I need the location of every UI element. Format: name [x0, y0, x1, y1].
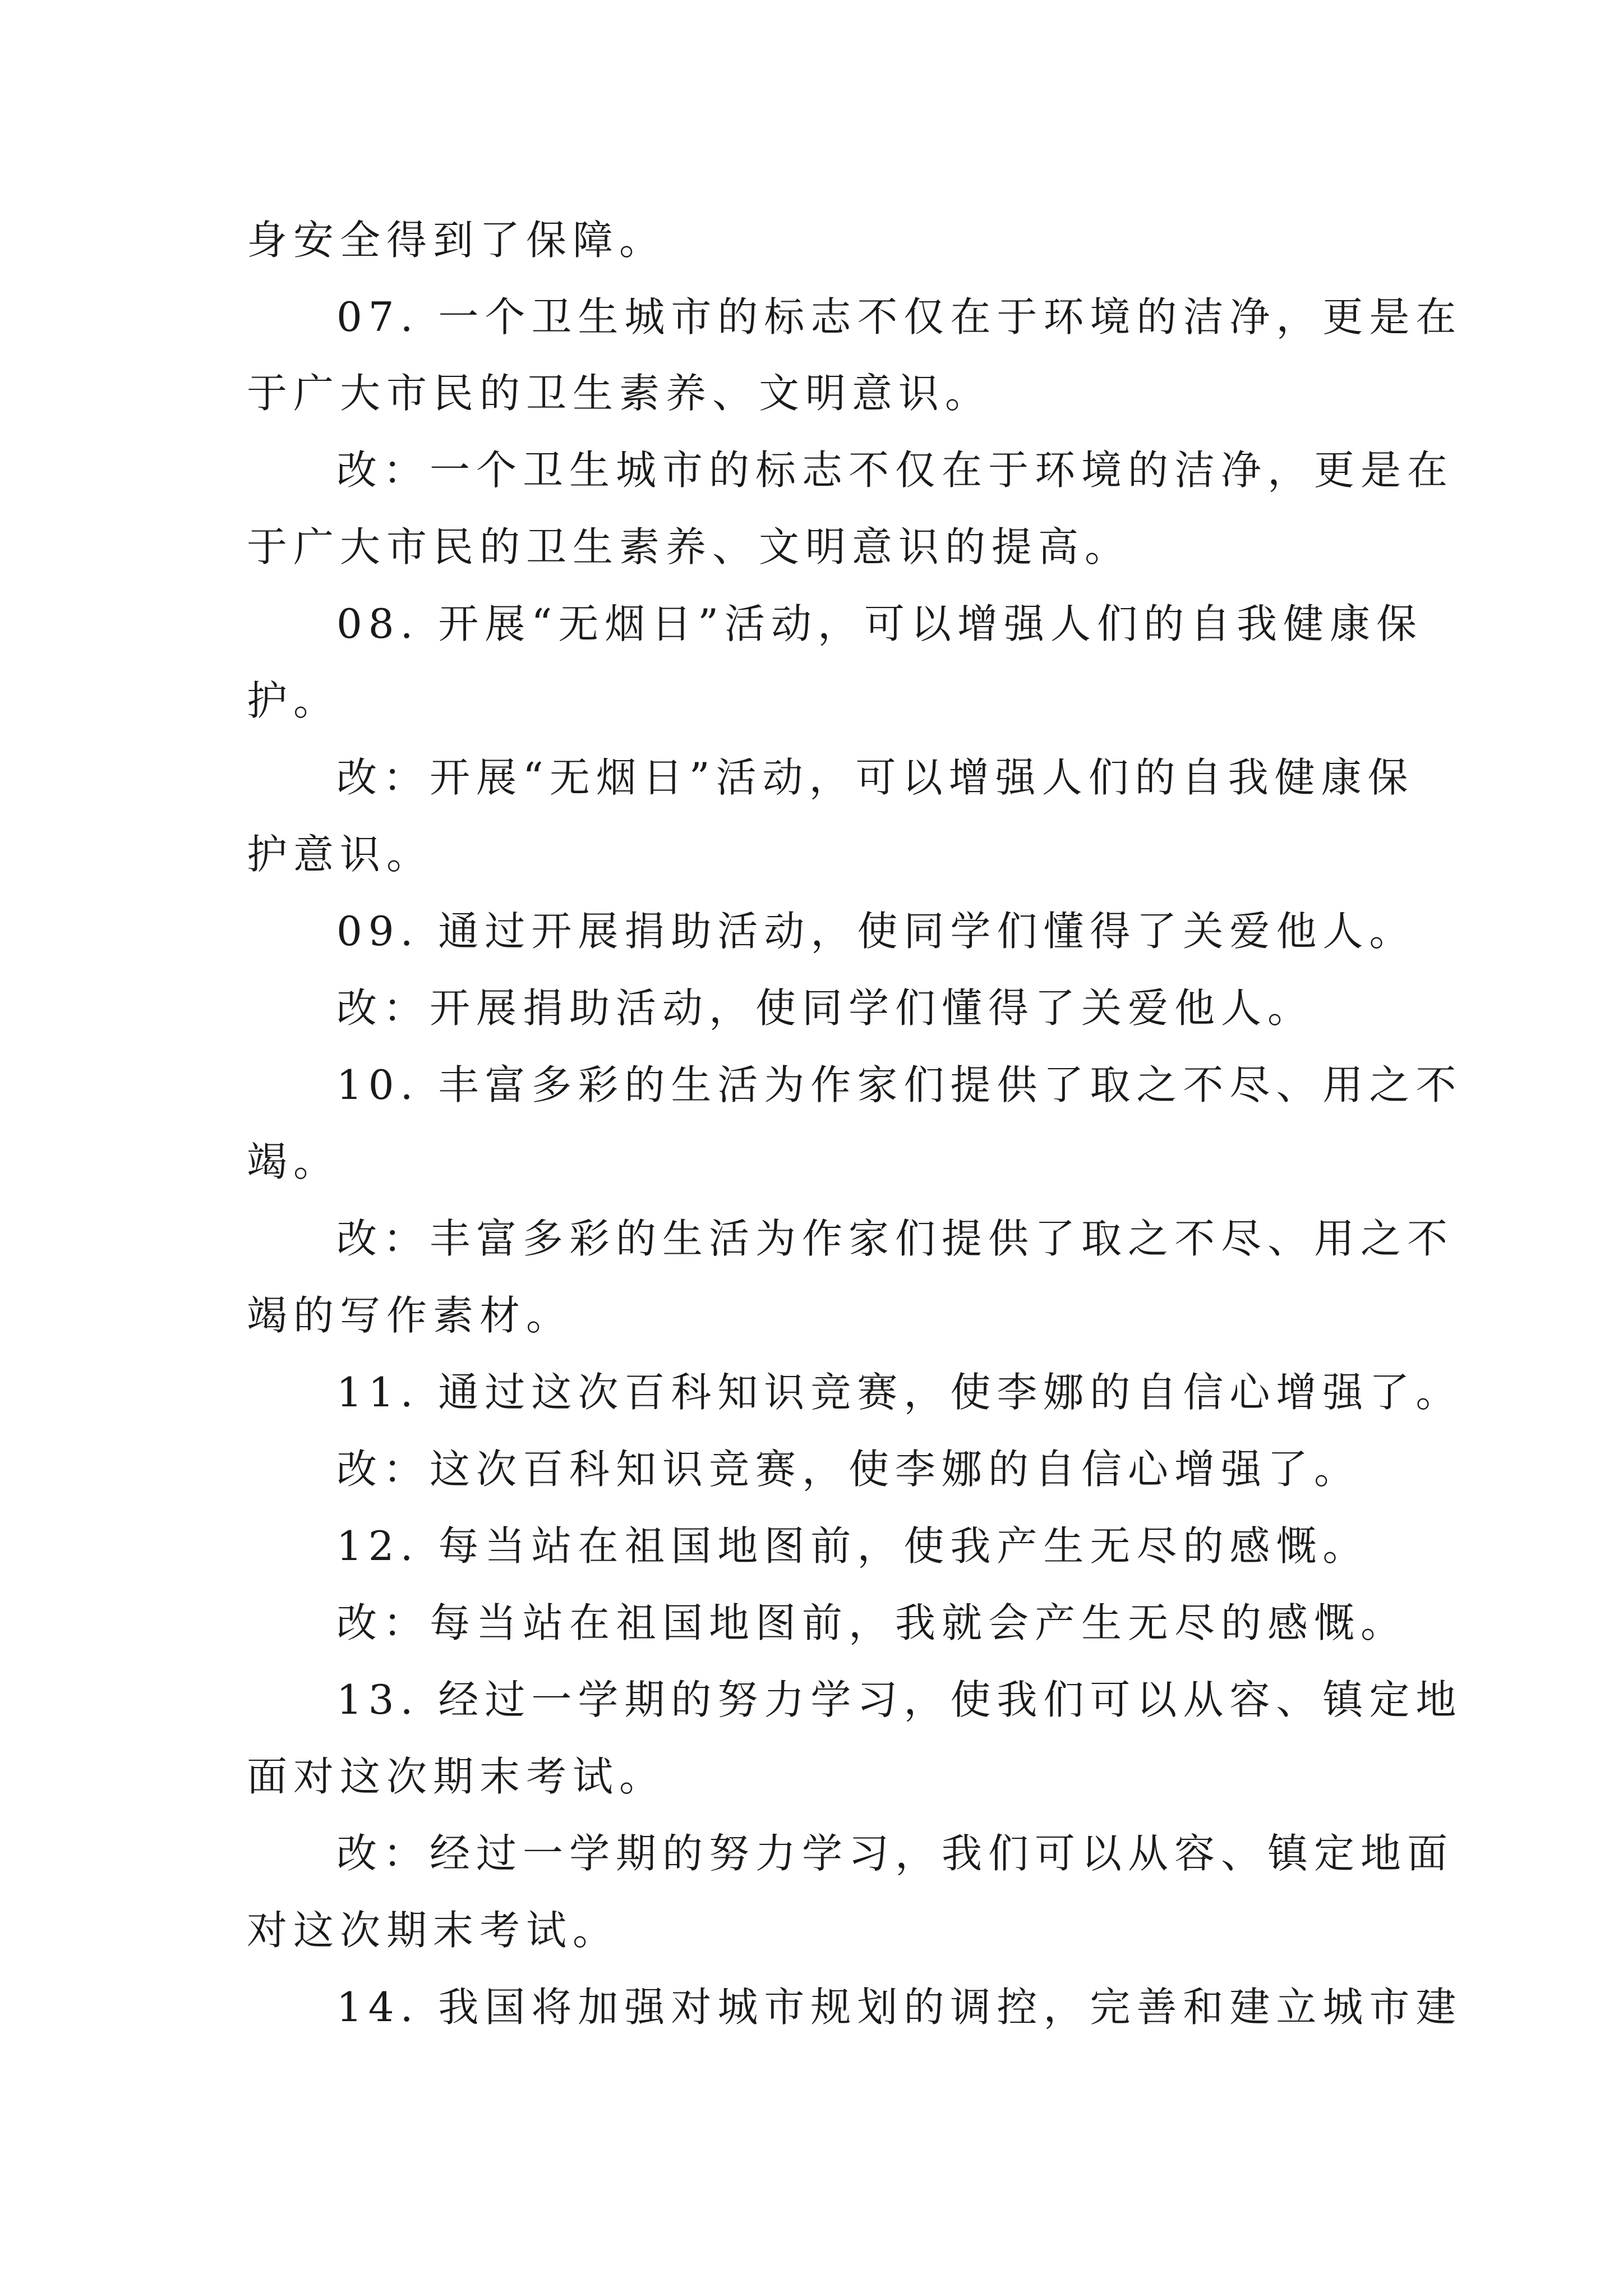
text-line: 09. 通过开展捐助活动，使同学们懂得了关爱他人。 [336, 908, 1416, 955]
text-line: 改：开展“无烟日”活动，可以增强人们的自我健康保 [336, 754, 1414, 801]
text-line: 改：每当站在祖国地图前，我就会产生无尽的感慨。 [336, 1599, 1408, 1646]
text-line: 07. 一个卫生城市的标志不仅在于环境的洁净，更是在 [336, 293, 1463, 341]
text-line: 改：一个卫生城市的标志不仅在于环境的洁净，更是在 [336, 447, 1454, 494]
text-line: 于广大市民的卫生素养、文明意识的提高。 [247, 523, 1132, 570]
text-line: 改：丰富多彩的生活为作家们提供了取之不尽、用之不 [336, 1215, 1454, 1262]
text-line: 13. 经过一学期的努力学习，使我们可以从容、镇定地 [336, 1676, 1463, 1723]
text-line: 11. 通过这次百科知识竞赛，使李娜的自信心增强了。 [336, 1369, 1463, 1416]
text-line: 身安全得到了保障。 [247, 217, 666, 264]
text-line: 14. 我国将加强对城市规划的调控，完善和建立城市建 [336, 1984, 1463, 2031]
text-line: 竭。 [247, 1138, 340, 1185]
text-line: 改：这次百科知识竞赛，使李娜的自信心增强了。 [336, 1446, 1361, 1493]
text-line: 08. 开展“无烟日”活动，可以增强人们的自我健康保 [336, 600, 1423, 647]
text-line: 对这次期末考试。 [247, 1907, 620, 1954]
text-line: 改：经过一学期的努力学习，我们可以从容、镇定地面 [336, 1830, 1454, 1877]
text-line: 竭的写作素材。 [247, 1292, 573, 1339]
text-line: 改：开展捐助活动，使同学们懂得了关爱他人。 [336, 984, 1315, 1032]
text-line: 护意识。 [247, 831, 434, 878]
text-line: 面对这次期末考试。 [247, 1753, 666, 1800]
text-line: 10. 丰富多彩的生活为作家们提供了取之不尽、用之不 [336, 1061, 1463, 1108]
text-line: 护。 [247, 677, 340, 724]
text-line: 于广大市民的卫生素养、文明意识。 [247, 370, 992, 417]
text-line: 12. 每当站在祖国地图前，使我产生无尽的感慨。 [336, 1522, 1370, 1570]
